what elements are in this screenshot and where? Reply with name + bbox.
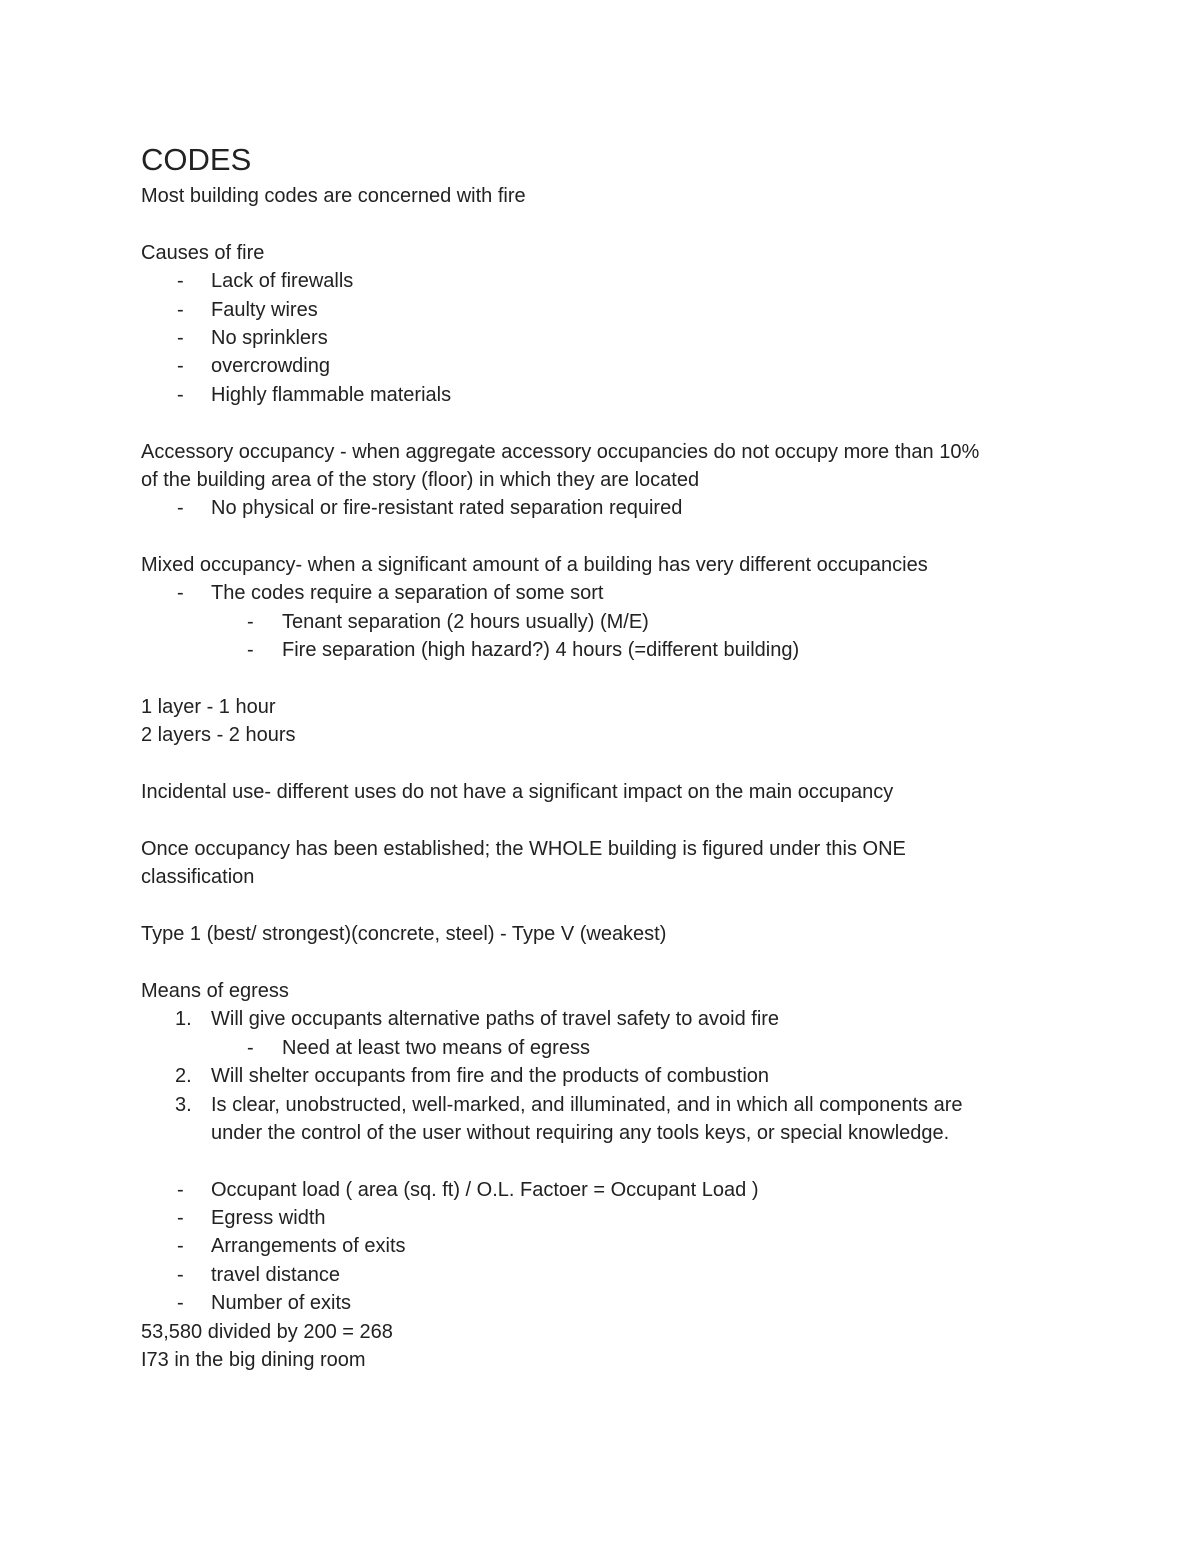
list-item: - The codes require a separation of some sort xyxy=(141,579,1061,607)
sub-list-item: - Tenant separation (2 hours usually) (M/E) xyxy=(141,608,1061,636)
dash-marker: - xyxy=(177,497,184,520)
list-item: - Egress width xyxy=(141,1204,1061,1232)
egress-heading: Means of egress xyxy=(141,979,289,1002)
numbered-item-continuation: under the control of the user without requiring any tools keys, or special knowledge. xyxy=(211,1121,950,1144)
number-marker: 2. xyxy=(175,1065,192,1088)
list-item: - No physical or fire-resistant rated separation required xyxy=(141,494,1061,522)
list-item: - Arrangements of exits xyxy=(141,1232,1061,1260)
intro-text: Most building codes are concerned with fire xyxy=(141,185,526,207)
calc-text: 53,580 divided by 200 = 268 xyxy=(141,1320,393,1343)
layer-line: 1 layer - 1 hour xyxy=(141,696,276,719)
layer-line: 2 layers - 2 hours xyxy=(141,724,296,747)
accessory-text-line2: of the building area of the story (floor) in which they are located xyxy=(141,468,700,491)
dash-marker: - xyxy=(177,1235,184,1258)
list-item: - No sprinklers xyxy=(141,324,1061,352)
dash-marker: - xyxy=(177,1292,184,1315)
dash-marker: - xyxy=(247,610,254,633)
dash-marker: - xyxy=(177,1263,184,1286)
dash-marker: - xyxy=(177,1178,184,1201)
dash-marker: - xyxy=(247,1036,254,1059)
number-marker: 3. xyxy=(175,1093,192,1116)
dash-marker: - xyxy=(177,326,184,349)
once-text-line1: Once occupancy has been established; the WHOLE building is figured under this ONE xyxy=(141,837,906,860)
once-text-line2: classification xyxy=(141,866,255,889)
sub-list-item: - Need at least two means of egress xyxy=(141,1034,1061,1062)
dash-marker: - xyxy=(247,639,254,662)
incidental-text: Incidental use- different uses do not have a significant impact on the main occupancy xyxy=(141,781,894,804)
dining-text: I73 in the big dining room xyxy=(141,1349,366,1372)
page-title: CODES xyxy=(141,142,252,177)
types-text: Type 1 (best/ strongest)(concrete, steel) - Type V (weakest) xyxy=(141,923,667,946)
list-item: - Occupant load ( area (sq. ft) / O.L. Factoer = Occupant Load ) xyxy=(141,1176,1061,1204)
numbered-item: 1. Will give occupants alternative paths of travel safety to avoid fire xyxy=(141,1005,1061,1033)
number-marker: 1. xyxy=(175,1008,192,1031)
dash-marker: - xyxy=(177,1207,184,1230)
dash-marker: - xyxy=(177,355,184,378)
list-item: - travel distance xyxy=(141,1261,1061,1289)
numbered-item: 3. Is clear, unobstructed, well-marked, and illuminated, and in which all components are xyxy=(141,1091,1061,1119)
list-item: - overcrowding xyxy=(141,352,1061,380)
dash-marker: - xyxy=(177,582,184,605)
list-item: - Number of exits xyxy=(141,1289,1061,1317)
accessory-text-line1: Accessory occupancy - when aggregate accessory occupancies do not occupy more than 10% xyxy=(141,440,980,463)
sub-list-item: - Fire separation (high hazard?) 4 hours (=different building) xyxy=(141,636,1061,664)
mixed-heading: Mixed occupancy- when a significant amount of a building has very different occupancies xyxy=(141,554,928,577)
dash-marker: - xyxy=(177,298,184,321)
numbered-item: 2. Will shelter occupants from fire and the products of combustion xyxy=(141,1062,1061,1090)
list-item: - Faulty wires xyxy=(141,296,1061,324)
document-page xyxy=(141,140,1061,1374)
list-item: - Highly flammable materials xyxy=(141,381,1061,409)
dash-marker: - xyxy=(177,270,184,293)
dash-marker: - xyxy=(177,383,184,406)
list-item: - Lack of firewalls xyxy=(141,267,1061,295)
causes-heading: Causes of fire xyxy=(141,241,265,264)
